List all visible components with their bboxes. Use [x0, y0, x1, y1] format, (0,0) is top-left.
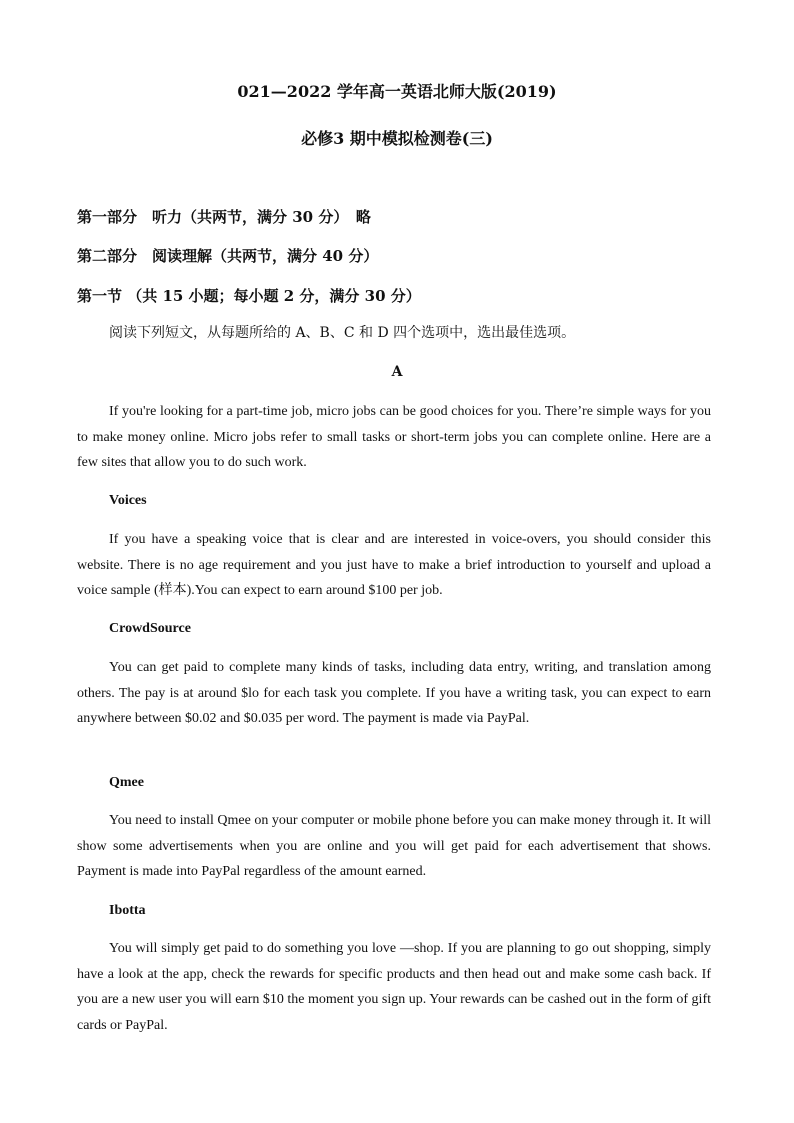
section-heading-qmee: Qmee: [109, 775, 144, 790]
reading-instruction: 阅读下列短文，从每题所给的 A、B、C 和 D 四个选项中，选出最佳选项。: [109, 325, 576, 341]
section-heading-ibotta: Ibotta: [109, 903, 146, 918]
section-text-qmee: You need to install Qmee on your computer or mobile phone before you can make money through it. It will show some advertisements when you are online and you will get paid for each advertisement that shows. Payment is made into PayPal regardless of the amount earned.: [77, 813, 711, 879]
exam-subtitle: 必修3 期中模拟检测卷(三): [301, 129, 493, 148]
section-heading-crowdsource: CrowdSource: [109, 621, 191, 636]
section-one-heading: 第一节 （共 15 小题；每小题 2 分，满分 30 分）: [77, 287, 421, 305]
part-one-heading: 第一部分 听力（共两节，满分 30 分） 略: [77, 208, 371, 226]
section-text-crowdsource: You can get paid to complete many kinds of tasks, including data entry, writing, and translation among others. The pay is at around $lo for each task you complete. If you have a writing task, you can expect to earn anywhere between $0.02 and $0.035 per word. The payment is made via PayPal.: [77, 660, 711, 726]
passage-intro: If you're looking for a part-time job, micro jobs can be good choices for you. There’re simple ways for you to make money online. Micro jobs refer to small tasks or short-term jobs you can complete online. Here are a few sites that allow you to do such work.: [77, 404, 711, 470]
section-text-voices: If you have a speaking voice that is clear and are interested in voice-overs, you should consider this website. There is no age requirement and you just have to make a brief introduction to yourself and upload a voice sample (样本).You can expect to earn around $100 per job.: [77, 532, 711, 598]
part-two-heading: 第二部分 阅读理解（共两节，满分 40 分）: [77, 247, 379, 265]
section-heading-voices: Voices: [109, 493, 147, 508]
section-text-ibotta: You will simply get paid to do something you love —shop. If you are planning to go out shopping, simply have a look at the app, check the rewards for specific products and then head out and make some cash back. If you are a new user you will earn $10 the moment you sign up. Your rewards can be cashed out in the form of gift cards or PayPal.: [77, 941, 711, 1033]
passage-label: A: [391, 364, 403, 380]
exam-title: 021—2022 学年高一英语北师大版(2019): [237, 82, 557, 101]
